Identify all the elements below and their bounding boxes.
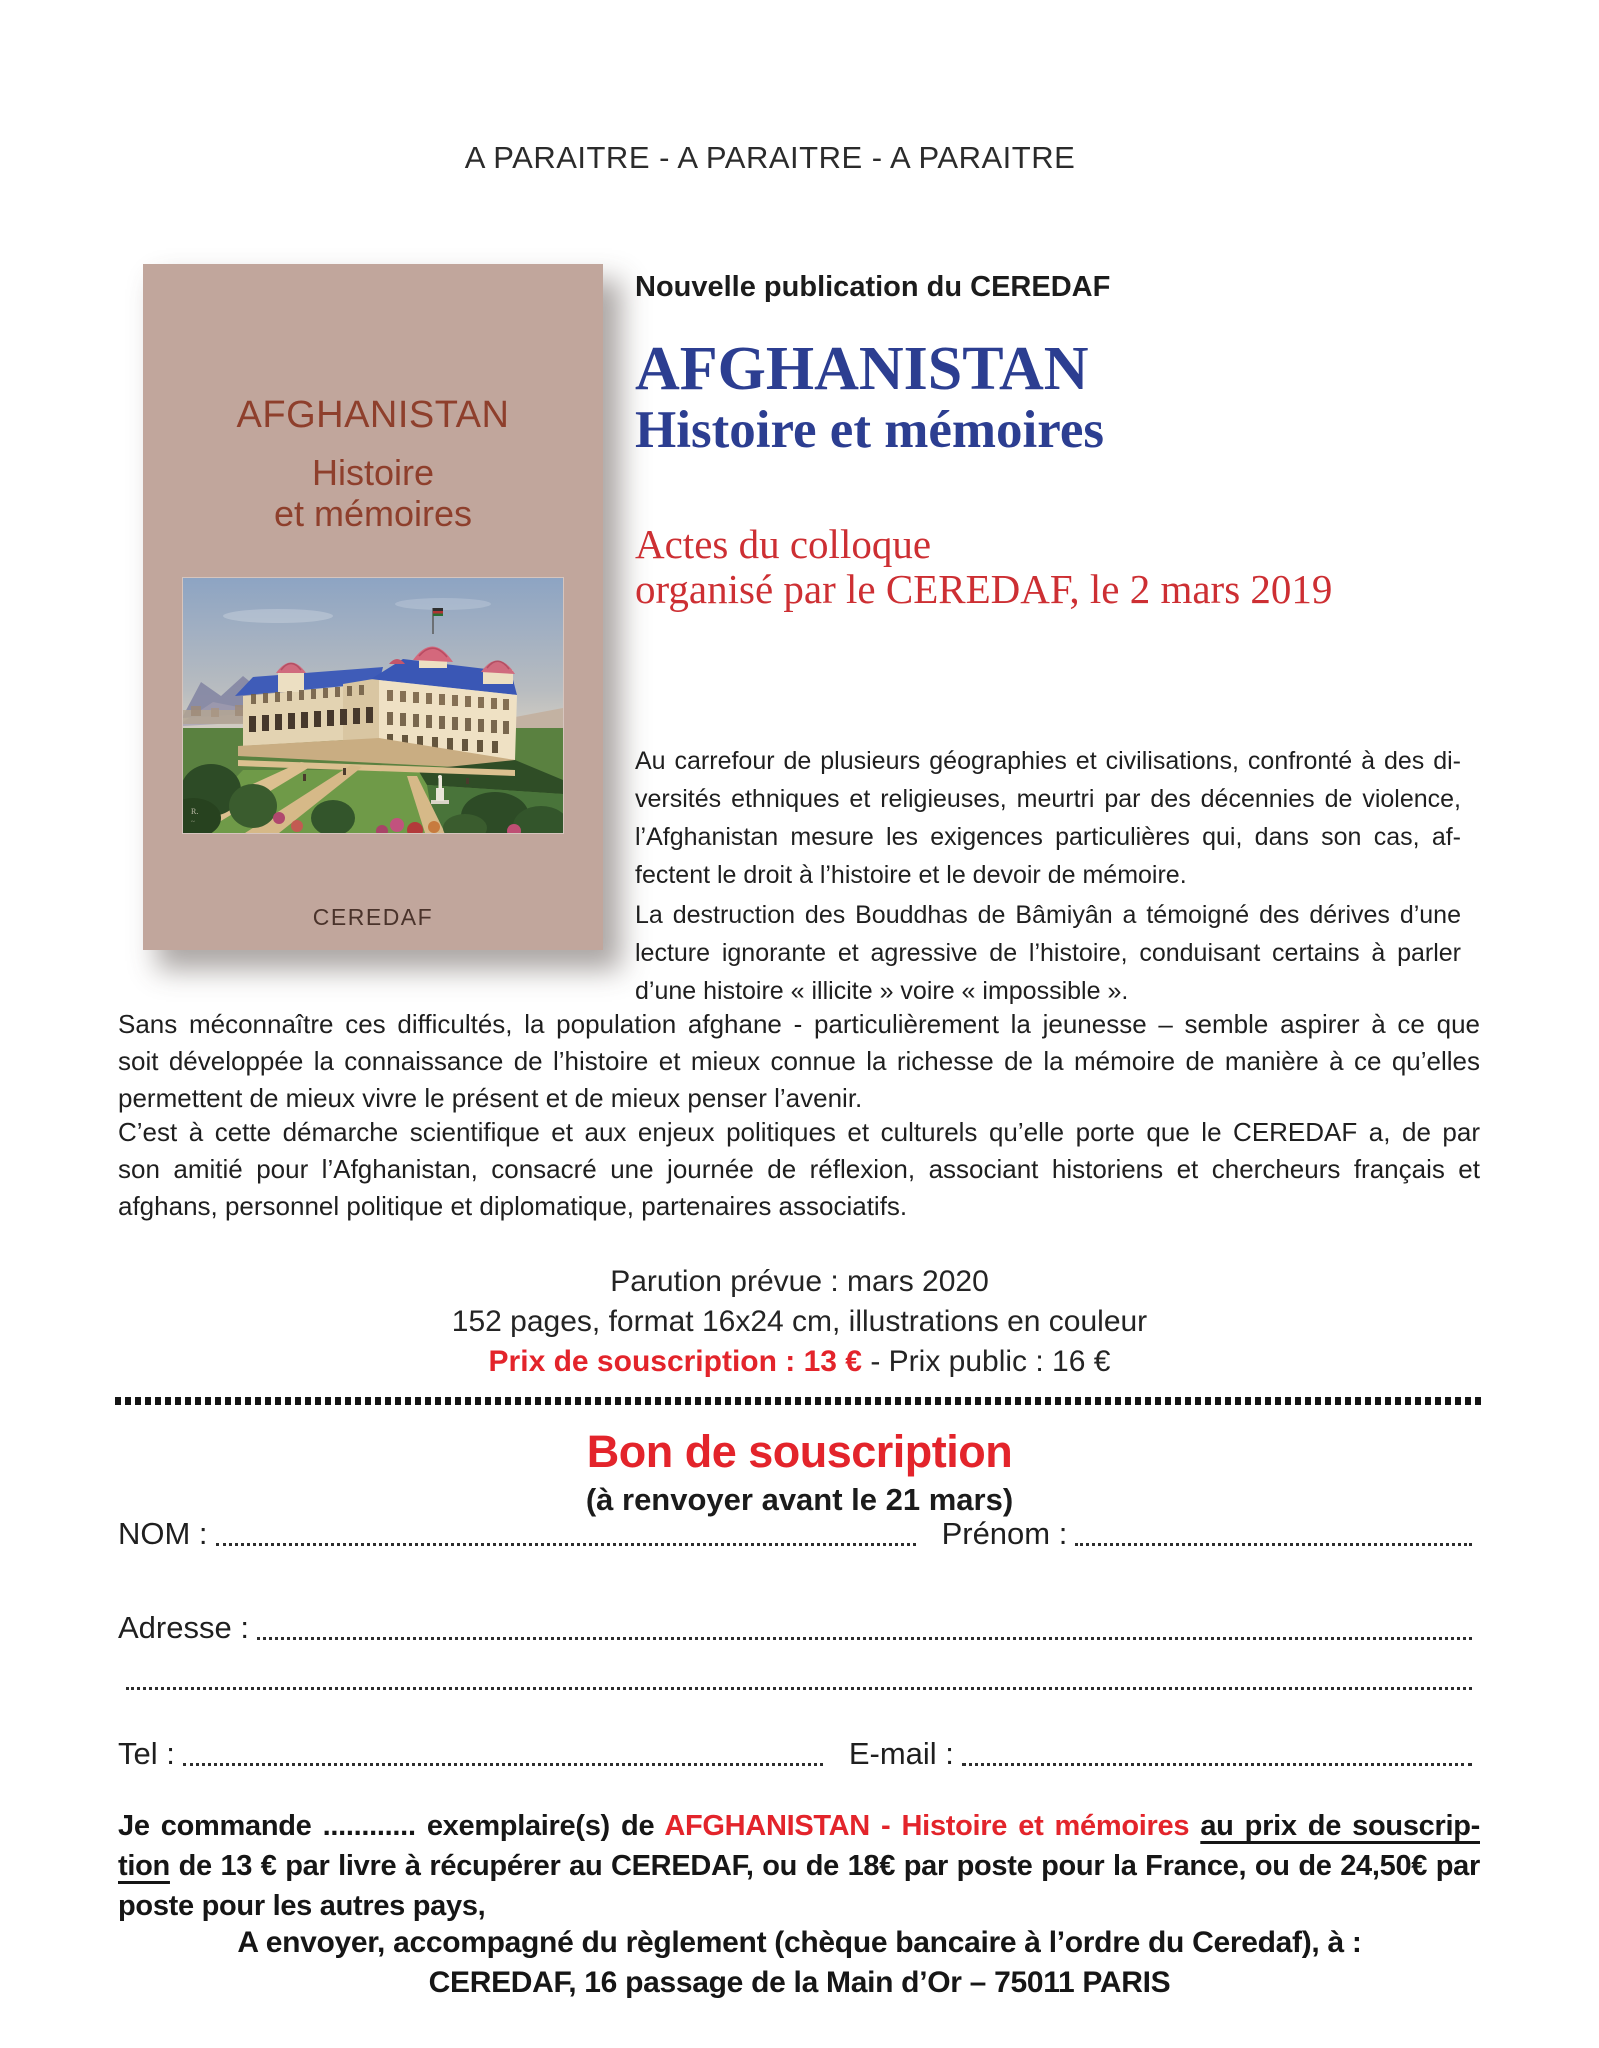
order-line-1 [118, 1806, 1480, 1846]
cover-publisher: CEREDAF [312, 904, 434, 930]
announcement-subtitle-line2: organisé par le CEREDAF, le 2 mars 2019 [635, 566, 1333, 612]
paragraph-line: permettent de mieux vivre le présent et de mieux penser l’avenir. [118, 1083, 863, 1113]
paragraph-line: C’est à cette démarche scientifique et aux enjeux politiques et culturels qu’elle porte que le CEREDAF a, de par [118, 1117, 1480, 1147]
address-row-2 [118, 1658, 1480, 1698]
book-cover [143, 264, 603, 950]
prenom-label: Prénom : [941, 1516, 1068, 1551]
order-text: de 13 € par livre à récupérer au CEREDAF, ou de 18€ par poste pour la France, ou de 24,50€ par [169, 1850, 1480, 1882]
order-text: exemplaire(s) de [415, 1810, 665, 1842]
name-row [118, 1510, 1480, 1554]
publication-date: Parution prévue : mars 2020 [610, 1265, 989, 1298]
announcement-title-line2: Histoire et mémoires [635, 401, 1104, 459]
subscription-subtitle: (à renvoyer avant le 21 mars) [585, 1482, 1014, 1517]
page-header-title: A PARAITRE - A PARAITRE - A PARAITRE [464, 140, 1076, 175]
announcement-kicker: Nouvelle publication du CEREDAF [635, 271, 1111, 303]
paragraph-line: Au carrefour de plusieurs géographies et civilisations, confronté à des di- [635, 747, 1461, 775]
order-line-2 [118, 1846, 1480, 1886]
public-price: - Prix public : 16 € [862, 1345, 1111, 1378]
cover-subtitle-line1: Histoire [311, 452, 435, 493]
order-line-3: poste pour les autres pays, [118, 1890, 486, 1922]
svg-text:R.: R. [191, 807, 199, 816]
tel-label: Tel : [118, 1736, 175, 1771]
palace-painting [183, 578, 563, 833]
paragraph-line: afghans, personnel politique et diplomatique, partenaires associatifs. [118, 1191, 908, 1221]
paragraph-3 [118, 1006, 1480, 1117]
order-text: Je commande [118, 1810, 323, 1842]
paragraph-4 [118, 1114, 1480, 1225]
publication-format: 152 pages, format 16x24 cm, illustrations en couleur [451, 1305, 1148, 1338]
order-book-title: AFGHANISTAN - Histoire et mémoires [664, 1810, 1190, 1842]
announcement-title-line1: AFGHANISTAN [635, 335, 1089, 403]
paragraph-line: l’Afghanistan mesure les exigences particulières qui, dans son cas, af- [635, 823, 1461, 851]
subscription-price: Prix de souscription : 13 € [488, 1345, 862, 1378]
price-line [0, 1342, 1599, 1382]
paragraph-line: fectent le droit à l’histoire et le devoir de mémoire. [635, 861, 1187, 889]
paragraph-line: lecture ignorante et agressive de l’histoire, conduisant certains à parler [635, 939, 1461, 967]
cover-subtitle-line2: et mémoires [273, 493, 473, 534]
email-label: E-mail : [848, 1736, 954, 1771]
announcement-subtitle-line1: Actes du colloque [635, 521, 932, 567]
paragraph-1 [635, 742, 1461, 894]
order-underlined-2: tion [118, 1850, 170, 1882]
contact-row [118, 1730, 1480, 1774]
paragraph-line: La destruction des Bouddhas de Bâmiyân a témoigné des dérives d’une [635, 901, 1461, 929]
subscription-title: Bon de souscription [586, 1426, 1013, 1477]
ceredaf-address: CEREDAF, 16 passage de la Main d’Or – 75011 PARIS [428, 1966, 1171, 1999]
prenom-field[interactable] [1075, 1543, 1472, 1546]
email-field[interactable] [962, 1763, 1472, 1766]
paragraph-line: d’une histoire « illicite » voire « impossible ». [635, 977, 1129, 1005]
publication-info [0, 1262, 1599, 1382]
order-underlined-1: au prix de souscrip- [1200, 1810, 1480, 1842]
paragraph-line: Sans méconnaître ces difficultés, la population afghane - particulièrement la jeunesse – semble aspirer à ce que [118, 1009, 1480, 1039]
adresse-field-line2[interactable] [126, 1687, 1472, 1690]
adresse-label: Adresse : [118, 1610, 249, 1645]
order-text [1189, 1810, 1200, 1842]
svg-text:~: ~ [191, 818, 195, 826]
tel-field[interactable] [183, 1763, 823, 1766]
cut-line-divider [115, 1397, 1483, 1405]
cover-title: AFGHANISTAN [236, 394, 510, 436]
nom-field[interactable] [216, 1543, 916, 1546]
send-instruction: A envoyer, accompagné du règlement (chèque bancaire à l’ordre du Ceredaf), à : [237, 1926, 1362, 1959]
paragraph-2 [635, 896, 1461, 1010]
paragraph-line: son amitié pour l’Afghanistan, consacré une journée de réflexion, associant historiens et chercheurs français et [118, 1154, 1480, 1184]
adresse-field[interactable] [257, 1637, 1472, 1640]
address-row [118, 1604, 1480, 1648]
nom-label: NOM : [118, 1516, 208, 1551]
paragraph-line: soit développée la connaissance de l’histoire et mieux connue la richesse de la mémoire de manière à ce qu’elles [118, 1046, 1480, 1076]
paragraph-line: versités ethniques et religieuses, meurtri par des décennies de violence, [635, 785, 1461, 813]
quantity-field[interactable]: ............ [322, 1810, 416, 1842]
